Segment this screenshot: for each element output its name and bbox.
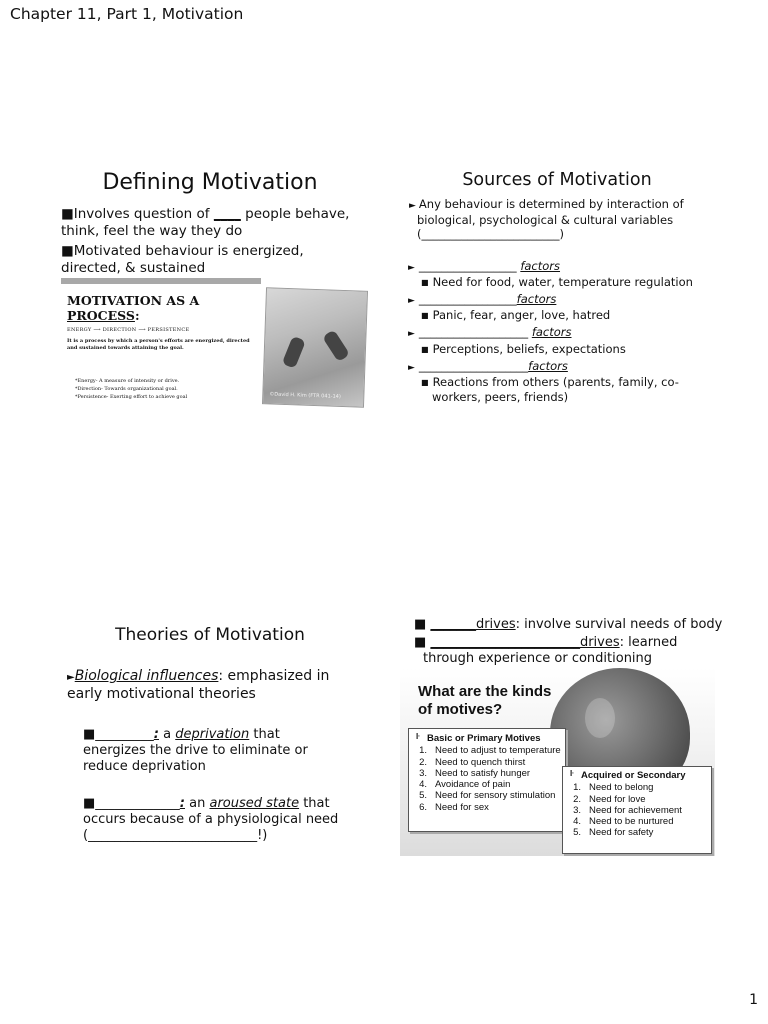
- primary-motives-title: ŀ Basic or Primary Motives: [413, 733, 561, 744]
- image-heading-line2: PROCESS: [67, 308, 135, 323]
- fill-blank: _________: [95, 727, 154, 742]
- climber-figure: [322, 329, 350, 362]
- slide2-title: Sources of Motivation: [462, 170, 652, 190]
- square-bullet-icon: ■: [83, 796, 96, 811]
- factor-label: factors: [516, 292, 557, 306]
- list-item: [413, 768, 561, 779]
- factor-row: [408, 259, 560, 275]
- arrow-bullet-icon: ►: [408, 263, 415, 273]
- list-item-text: Need for sensory stimulation: [435, 790, 556, 802]
- bio-text: : emphasized in early motivational theories: [67, 668, 330, 702]
- arrow-bullet-icon: ►: [408, 363, 415, 373]
- flow-arrow-icon: ⟶: [93, 327, 101, 333]
- list-item-number: 1.: [419, 745, 427, 757]
- primary-motives-list: [413, 745, 561, 813]
- fill-blank: ____: [213, 206, 241, 222]
- fill-blank: _______________________: [430, 635, 580, 650]
- list-item-text: Need to satisfy hunger: [435, 767, 531, 779]
- secondary-motives-box: [562, 766, 712, 854]
- secondary-drives-line: [414, 635, 714, 667]
- secondary-motives-list: [567, 782, 707, 838]
- slide1-bullet-2: ■Motivated behaviour is energized, directed, & sustained: [61, 243, 304, 276]
- apple-highlight: [585, 698, 615, 738]
- slide2-lead: [409, 197, 709, 241]
- image-heading: [67, 293, 199, 323]
- secondary-motives-title: ŀ Acquired or Secondary: [567, 770, 707, 781]
- bio-term: Biological influences: [74, 668, 219, 684]
- biological-influences: [67, 668, 347, 703]
- page-number: 1: [749, 992, 758, 1008]
- arousal-definition: [83, 796, 343, 844]
- flow-arrow-icon: ⟶: [138, 327, 146, 333]
- text: a: [159, 727, 176, 742]
- arrow-bullet-icon: ►: [408, 296, 415, 306]
- list-item-text: Avoidance of pain: [435, 779, 511, 791]
- process-terms: [75, 377, 187, 401]
- flow-persistence: PERSISTENCE: [147, 327, 190, 333]
- factor-row: [408, 359, 568, 375]
- factor-blank: ___________________: [418, 325, 532, 339]
- motivation-process-image: [61, 289, 261, 409]
- image-heading-colon: :: [134, 308, 140, 323]
- list-item-text: Need for achievement: [589, 804, 682, 816]
- list-item: [413, 790, 561, 801]
- square-bullet-icon: ■: [414, 635, 427, 650]
- climber-photo: [262, 287, 368, 407]
- flow-direction: DIRECTION: [102, 327, 137, 333]
- factor-label: factors: [520, 259, 561, 273]
- flow-energy: ENERGY: [67, 327, 92, 333]
- list-item-number: 1.: [573, 782, 581, 794]
- list-item-text: Need for love: [589, 793, 646, 805]
- list-item: [413, 802, 561, 813]
- page-header: Chapter 11, Part 1, Motivation: [10, 5, 244, 23]
- list-item-number: 3.: [419, 767, 427, 779]
- text: that energizes the drive to eliminate or reduce deprivation: [83, 727, 308, 774]
- factor-detail-text: Panic, fear, anger, love, hatred: [432, 308, 611, 322]
- slide1-title: Defining Motivation: [102, 170, 318, 195]
- process-flow: [67, 327, 189, 333]
- lead-line3: (________________________): [417, 227, 564, 241]
- list-item: [567, 827, 707, 838]
- factor-label: factors: [531, 325, 572, 339]
- square-bullet-icon: ■: [421, 345, 429, 354]
- arrow-bullet-icon: ►: [67, 672, 75, 683]
- colon: :: [179, 796, 185, 811]
- slide3-title: Theories of Motivation: [115, 625, 305, 645]
- list-item-text: Need to quench thirst: [435, 756, 526, 768]
- text: : involve survival needs of body: [515, 617, 723, 632]
- list-item: [567, 794, 707, 805]
- square-bullet-icon: ■: [421, 278, 429, 287]
- text: that occurs because of a physiological need: [83, 796, 339, 827]
- factor-blank: _________________: [418, 259, 521, 273]
- lead-line1: Any behaviour is determined by interaction of: [418, 197, 684, 211]
- text: : learned: [619, 635, 678, 650]
- image-heading-line2: of motives?: [418, 701, 503, 718]
- term-persistence: *Persistence- Exerting effort to achieve goal: [75, 394, 188, 400]
- text: an: [185, 796, 210, 811]
- list-item-text: Need for safety: [589, 827, 654, 839]
- image-heading: [418, 683, 551, 719]
- lead-line2: biological, psychological & cultural variables: [417, 213, 674, 227]
- primary-motives-box: [408, 728, 566, 832]
- slide1-bullet-1-text: ■Involves question of: [61, 206, 214, 222]
- kinds-of-motives-image: [400, 668, 715, 856]
- list-item-text: Need to adjust to temperature: [435, 745, 561, 757]
- slide1-bullet-1: [61, 206, 351, 240]
- list-item: [567, 805, 707, 816]
- fill-blank: _____________: [95, 796, 180, 811]
- factor-label: factors: [528, 359, 568, 373]
- factor-detail-text: Need for food, water, temperature regulation: [432, 275, 693, 289]
- square-bullet-icon: ■: [83, 727, 96, 742]
- factor-detail: [421, 275, 711, 290]
- factor-detail-text: Perceptions, beliefs, expectations: [432, 342, 626, 356]
- drives-word: drives: [475, 617, 516, 632]
- factor-row: [408, 292, 556, 308]
- fill-blank: _______: [430, 617, 476, 632]
- list-item-number: 4.: [419, 779, 427, 791]
- term-direction: *Direction- Towards organizational goal.: [75, 386, 178, 392]
- list-item-number: 3.: [573, 804, 581, 816]
- list-item-number: 2.: [573, 793, 581, 805]
- term-deprivation: deprivation: [175, 727, 250, 742]
- factor-detail: [421, 342, 711, 357]
- fill-blank-paren: (__________________________!): [83, 828, 268, 843]
- drive-definition: [83, 727, 323, 775]
- factor-blank: ___________________: [418, 359, 529, 373]
- list-item-text: Need to be nurtured: [589, 816, 674, 828]
- photo-credit: ©David H. Kim (FTR 041-14): [269, 391, 341, 400]
- process-definition: It is a process by which a person's efforts are energized, directed and sustained towards attaining the goal.: [67, 338, 250, 351]
- arrow-bullet-icon: ►: [408, 329, 415, 339]
- list-item-number: 2.: [419, 756, 427, 768]
- factor-detail-text: Reactions from others (parents, family, co-: [432, 375, 679, 389]
- list-item-number: 4.: [573, 816, 581, 828]
- list-item: [413, 757, 561, 768]
- factor-blank: _________________: [418, 292, 517, 306]
- list-item-text: Need to belong: [589, 782, 654, 794]
- list-item-number: 5.: [573, 827, 581, 839]
- square-bullet-icon: ■: [421, 311, 429, 320]
- list-item-text: Need for sex: [435, 801, 489, 813]
- colon: :: [153, 727, 159, 742]
- factor-detail: [421, 375, 711, 404]
- primary-drives-line: [414, 617, 722, 633]
- term-aroused-state: aroused state: [209, 796, 300, 811]
- arrow-bullet-icon: ►: [409, 201, 416, 211]
- list-item-number: 5.: [419, 790, 427, 802]
- list-item: [567, 782, 707, 793]
- list-item: [567, 816, 707, 827]
- drives-word: drives: [579, 635, 620, 650]
- factor-detail: [421, 308, 711, 323]
- factor-detail-text-cont: workers, peers, friends): [432, 390, 569, 404]
- square-bullet-icon: ■: [414, 617, 427, 632]
- list-item: [413, 745, 561, 756]
- term-energy: *Energy- A measure of intensity or drive.: [75, 378, 180, 384]
- image-heading-line1: MOTIVATION AS A: [67, 293, 200, 308]
- list-item: [413, 779, 561, 790]
- image-heading-line1: What are the kinds: [418, 683, 552, 700]
- list-item-number: 6.: [419, 801, 427, 813]
- factor-row: [408, 325, 572, 341]
- slide1-bullet-1-text-end: people behave, think, feel the way they do: [61, 206, 350, 239]
- text-cont: through experience or conditioning: [423, 651, 653, 666]
- square-bullet-icon: ■: [421, 378, 429, 387]
- divider-bar: [61, 278, 261, 284]
- climber-figure: [282, 336, 306, 369]
